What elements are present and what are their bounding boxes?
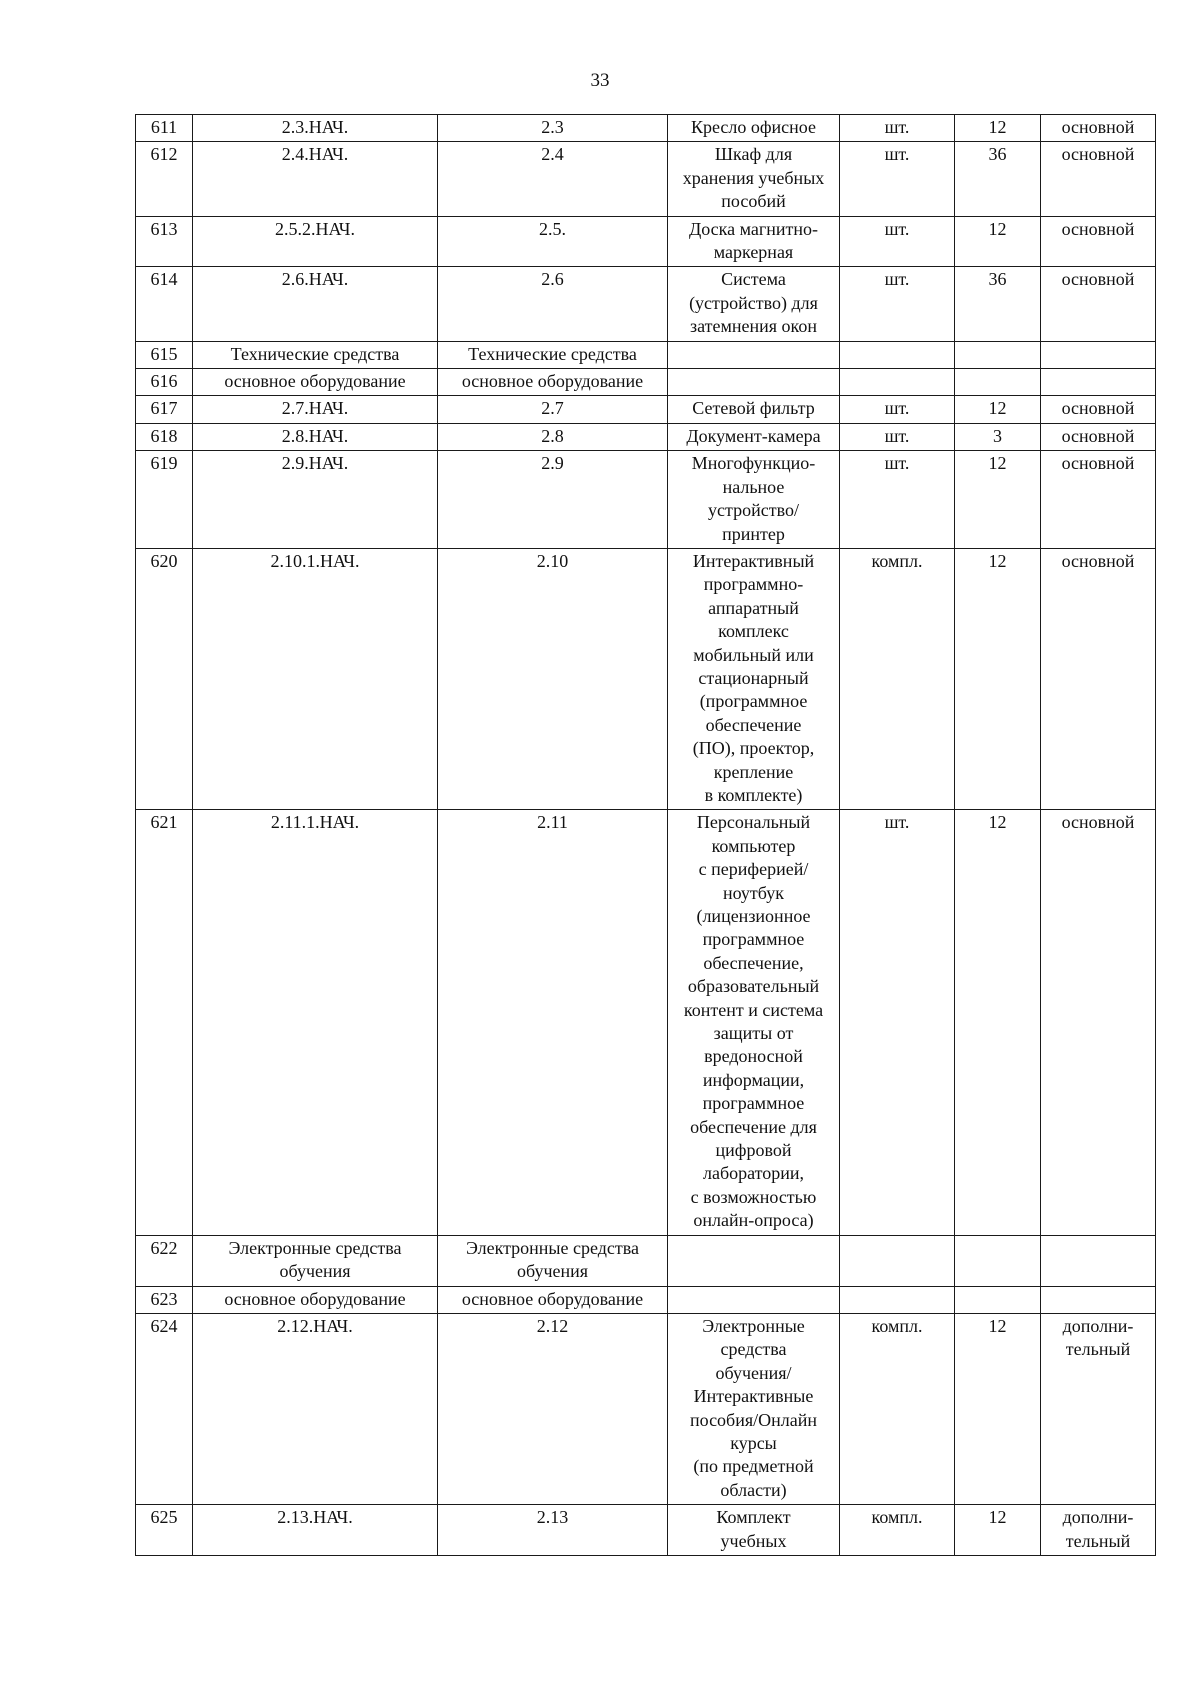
section-cell: 2.3 bbox=[438, 115, 668, 142]
quantity-cell: 12 bbox=[955, 396, 1041, 423]
quantity-cell: 12 bbox=[955, 216, 1041, 267]
section-cell: 2.13 bbox=[438, 1505, 668, 1556]
quantity-cell: 12 bbox=[955, 115, 1041, 142]
type-cell: основной bbox=[1041, 810, 1156, 1235]
table-row bbox=[136, 1286, 1156, 1313]
type-cell: дополни- тельный bbox=[1041, 1313, 1156, 1504]
section-cell: 2.10 bbox=[438, 548, 668, 809]
table-row bbox=[136, 341, 1156, 368]
unit-cell: компл. bbox=[840, 1505, 955, 1556]
unit-cell bbox=[840, 1235, 955, 1286]
section-cell: Технические средства bbox=[438, 341, 668, 368]
code-cell: 2.9.НАЧ. bbox=[193, 451, 438, 549]
code-cell: основное оборудование bbox=[193, 1286, 438, 1313]
quantity-cell bbox=[955, 369, 1041, 396]
row-number-cell: 622 bbox=[136, 1235, 193, 1286]
unit-cell: компл. bbox=[840, 1313, 955, 1504]
type-cell: основной bbox=[1041, 216, 1156, 267]
code-cell: Электронные средства обучения bbox=[193, 1235, 438, 1286]
code-cell: 2.4.НАЧ. bbox=[193, 142, 438, 216]
type-cell: основной bbox=[1041, 267, 1156, 341]
row-number-cell: 615 bbox=[136, 341, 193, 368]
quantity-cell: 3 bbox=[955, 423, 1041, 450]
table-row bbox=[136, 1313, 1156, 1504]
table-row bbox=[136, 451, 1156, 549]
item-name-cell: Система (устройство) для затемнения окон bbox=[668, 267, 840, 341]
unit-cell: шт. bbox=[840, 396, 955, 423]
quantity-cell bbox=[955, 1235, 1041, 1286]
section-cell: 2.12 bbox=[438, 1313, 668, 1504]
type-cell bbox=[1041, 341, 1156, 368]
unit-cell: шт. bbox=[840, 142, 955, 216]
type-cell bbox=[1041, 1235, 1156, 1286]
type-cell: основной bbox=[1041, 451, 1156, 549]
section-cell: 2.7 bbox=[438, 396, 668, 423]
row-number-cell: 621 bbox=[136, 810, 193, 1235]
code-cell: 2.6.НАЧ. bbox=[193, 267, 438, 341]
unit-cell bbox=[840, 1286, 955, 1313]
item-name-cell bbox=[668, 341, 840, 368]
section-cell: основное оборудование bbox=[438, 1286, 668, 1313]
row-number-cell: 616 bbox=[136, 369, 193, 396]
code-cell: 2.8.НАЧ. bbox=[193, 423, 438, 450]
code-cell: 2.7.НАЧ. bbox=[193, 396, 438, 423]
section-cell: 2.5. bbox=[438, 216, 668, 267]
section-cell: 2.6 bbox=[438, 267, 668, 341]
unit-cell bbox=[840, 341, 955, 368]
type-cell: дополни- тельный bbox=[1041, 1505, 1156, 1556]
section-cell: 2.4 bbox=[438, 142, 668, 216]
section-cell: 2.9 bbox=[438, 451, 668, 549]
unit-cell: шт. bbox=[840, 115, 955, 142]
page-number: 33 bbox=[590, 70, 610, 91]
row-number-cell: 612 bbox=[136, 142, 193, 216]
section-cell: 2.11 bbox=[438, 810, 668, 1235]
code-cell: 2.11.1.НАЧ. bbox=[193, 810, 438, 1235]
row-number-cell: 619 bbox=[136, 451, 193, 549]
item-name-cell: Сетевой фильтр bbox=[668, 396, 840, 423]
quantity-cell: 36 bbox=[955, 142, 1041, 216]
unit-cell: шт. bbox=[840, 267, 955, 341]
code-cell: 2.12.НАЧ. bbox=[193, 1313, 438, 1504]
equipment-table-body bbox=[136, 115, 1156, 1556]
type-cell bbox=[1041, 1286, 1156, 1313]
unit-cell: шт. bbox=[840, 216, 955, 267]
table-row bbox=[136, 1235, 1156, 1286]
row-number-cell: 617 bbox=[136, 396, 193, 423]
row-number-cell: 625 bbox=[136, 1505, 193, 1556]
item-name-cell bbox=[668, 1235, 840, 1286]
type-cell: основной bbox=[1041, 142, 1156, 216]
table-row bbox=[136, 423, 1156, 450]
item-name-cell bbox=[668, 369, 840, 396]
row-number-cell: 613 bbox=[136, 216, 193, 267]
type-cell: основной bbox=[1041, 115, 1156, 142]
section-cell: основное оборудование bbox=[438, 369, 668, 396]
item-name-cell: Электронные средства обучения/ Интерактивные пособия/Онлайн курсы (по предметной области) bbox=[668, 1313, 840, 1504]
quantity-cell: 12 bbox=[955, 810, 1041, 1235]
row-number-cell: 620 bbox=[136, 548, 193, 809]
quantity-cell: 36 bbox=[955, 267, 1041, 341]
item-name-cell: Интерактивный программно- аппаратный комплекс мобильный или стационарный (программное обеспечение (ПО), проектор, крепление в комплекте) bbox=[668, 548, 840, 809]
table-row bbox=[136, 142, 1156, 216]
table-row bbox=[136, 548, 1156, 809]
code-cell: Технические средства bbox=[193, 341, 438, 368]
section-cell: 2.8 bbox=[438, 423, 668, 450]
row-number-cell: 623 bbox=[136, 1286, 193, 1313]
row-number-cell: 618 bbox=[136, 423, 193, 450]
type-cell: основной bbox=[1041, 548, 1156, 809]
code-cell: 2.3.НАЧ. bbox=[193, 115, 438, 142]
type-cell: основной bbox=[1041, 396, 1156, 423]
quantity-cell bbox=[955, 341, 1041, 368]
quantity-cell: 12 bbox=[955, 1313, 1041, 1504]
quantity-cell: 12 bbox=[955, 1505, 1041, 1556]
item-name-cell: Комплект учебных bbox=[668, 1505, 840, 1556]
table-row bbox=[136, 216, 1156, 267]
equipment-table bbox=[135, 114, 1156, 1556]
table-row bbox=[136, 810, 1156, 1235]
table-row bbox=[136, 267, 1156, 341]
type-cell: основной bbox=[1041, 423, 1156, 450]
item-name-cell: Документ-камера bbox=[668, 423, 840, 450]
table-row bbox=[136, 115, 1156, 142]
quantity-cell: 12 bbox=[955, 548, 1041, 809]
type-cell bbox=[1041, 369, 1156, 396]
unit-cell bbox=[840, 369, 955, 396]
row-number-cell: 624 bbox=[136, 1313, 193, 1504]
unit-cell: шт. bbox=[840, 423, 955, 450]
item-name-cell bbox=[668, 1286, 840, 1313]
item-name-cell: Кресло офисное bbox=[668, 115, 840, 142]
quantity-cell bbox=[955, 1286, 1041, 1313]
item-name-cell: Шкаф для хранения учебных пособий bbox=[668, 142, 840, 216]
item-name-cell: Персональный компьютер с периферией/ ноутбук (лицензионное программное обеспечение, образовательный контент и система защиты от вредоносной информации, программное обеспечение для цифровой лаборатории, с возможностью онлайн-опроса) bbox=[668, 810, 840, 1235]
row-number-cell: 611 bbox=[136, 115, 193, 142]
unit-cell: шт. bbox=[840, 451, 955, 549]
code-cell: 2.13.НАЧ. bbox=[193, 1505, 438, 1556]
unit-cell: шт. bbox=[840, 810, 955, 1235]
code-cell: 2.10.1.НАЧ. bbox=[193, 548, 438, 809]
table-row bbox=[136, 396, 1156, 423]
item-name-cell: Доска магнитно- маркерная bbox=[668, 216, 840, 267]
table-row bbox=[136, 369, 1156, 396]
code-cell: 2.5.2.НАЧ. bbox=[193, 216, 438, 267]
item-name-cell: Многофункцио- нальное устройство/ принтер bbox=[668, 451, 840, 549]
table-row bbox=[136, 1505, 1156, 1556]
section-cell: Электронные средства обучения bbox=[438, 1235, 668, 1286]
quantity-cell: 12 bbox=[955, 451, 1041, 549]
row-number-cell: 614 bbox=[136, 267, 193, 341]
unit-cell: компл. bbox=[840, 548, 955, 809]
code-cell: основное оборудование bbox=[193, 369, 438, 396]
